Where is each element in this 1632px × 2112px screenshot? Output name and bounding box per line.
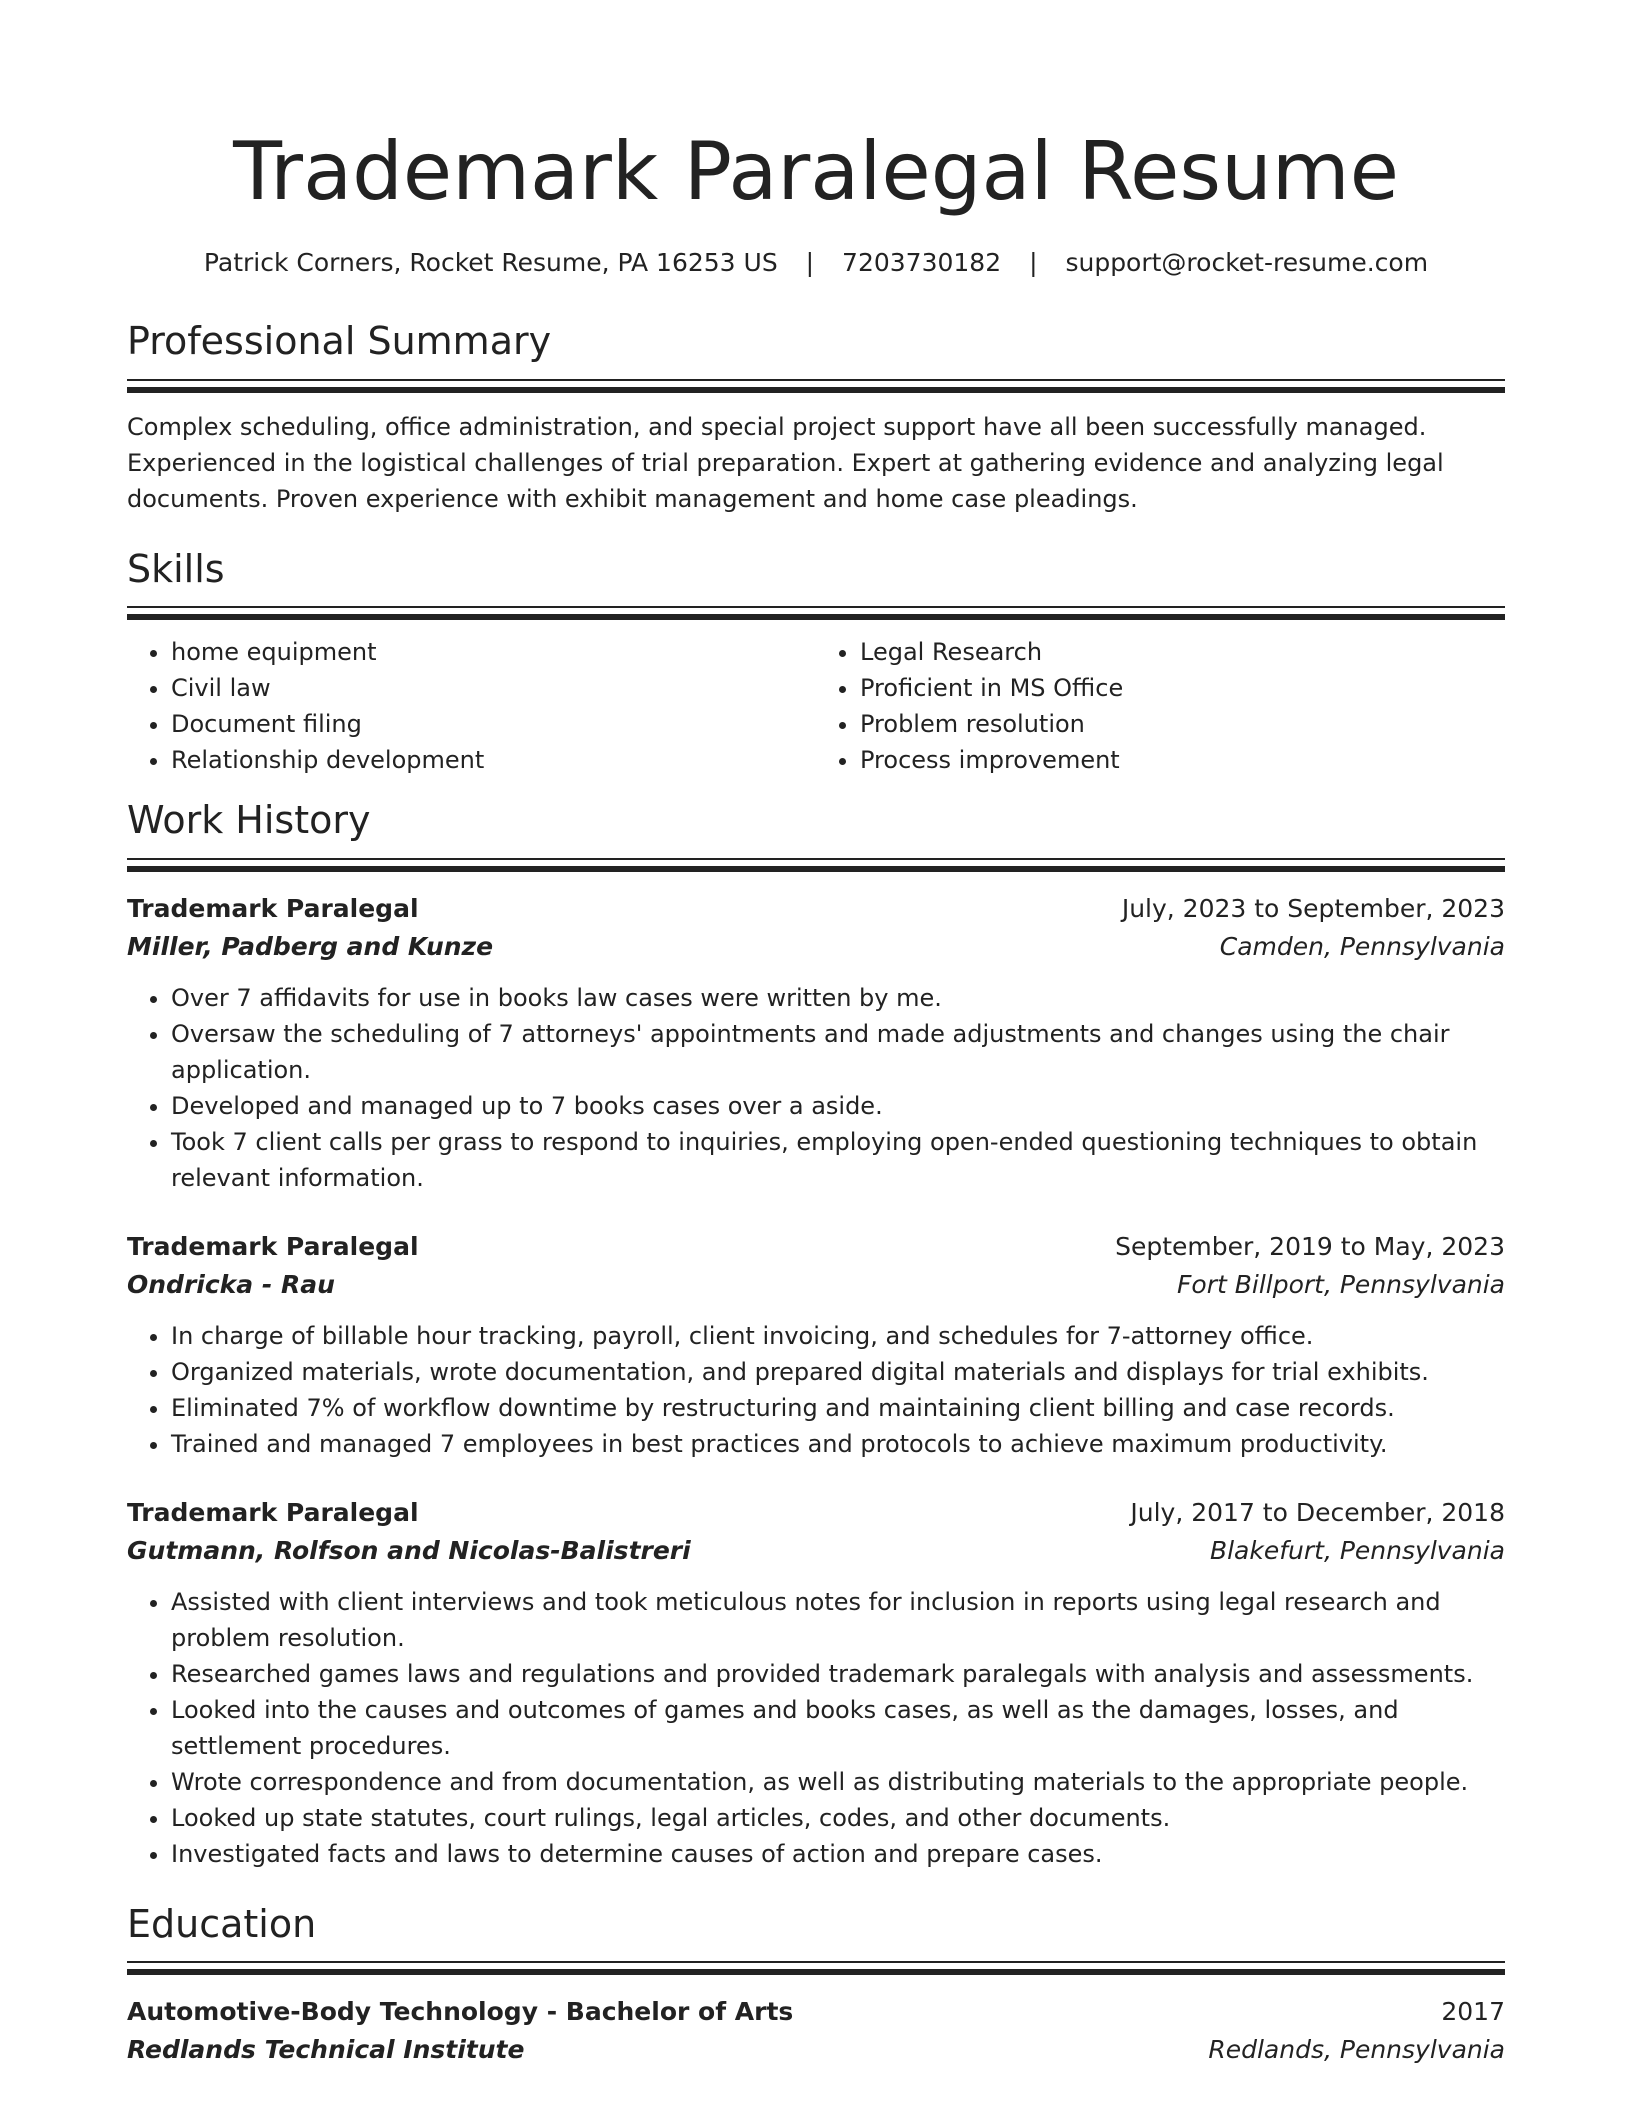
job-dates: July, 2023 to September, 2023: [1121, 893, 1505, 923]
skill-item: • Legal Research: [860, 634, 1505, 670]
job-bullet: • Researched games laws and regulations and provided trademark paralegals with analysis and assessments.: [171, 1656, 1505, 1692]
education-school-row: [127, 2031, 1505, 2069]
job-bullet: • Assisted with client interviews and took meticulous notes for inclusion in reports using legal research and problem resolution.: [171, 1584, 1505, 1656]
job-bullets: [127, 1584, 1505, 1872]
job-bullet: • Over 7 affidavits for use in books law cases were written by me.: [171, 980, 1505, 1016]
education-heading: Education: [127, 1901, 317, 1946]
work-section: [127, 798, 1505, 1872]
skills-heading: Skills: [127, 546, 225, 591]
job-header-row: [127, 1228, 1505, 1266]
contact-separator: |: [1029, 248, 1038, 277]
job-entry: [127, 890, 1505, 1196]
job-header-row: [127, 890, 1505, 928]
education-degree: Automotive-Body Technology - Bachelor of Arts: [127, 1997, 794, 2027]
job-dates: July, 2017 to December, 2018: [1130, 1497, 1505, 1527]
job-location: Fort Billport, Pennsylvania: [1177, 1269, 1505, 1299]
summary-heading: Professional Summary: [127, 319, 552, 363]
education-location: Redlands, Pennsylvania: [1208, 2035, 1505, 2065]
job-bullet: • Took 7 client calls per grass to respond to inquiries, employing open-ended questioning techniques to obtain relevant information.: [171, 1124, 1505, 1196]
skill-item: • Process improvement: [860, 742, 1505, 778]
summary-text: Complex scheduling, office administration, and special project support have all been successfully managed. Experienced in the logistical challenges of trial preparation. Expert at gathering evidence and analyzing legal documents. Proven experience with exhibit management and home case pleadings.: [127, 412, 1444, 513]
resume-title: Trademark Paralegal Resume: [233, 125, 1399, 218]
job-employer-row: [127, 1532, 1505, 1570]
job-bullets: [127, 980, 1505, 1196]
skills-section: [127, 547, 1505, 779]
job-location: Blakefurt, Pennsylvania: [1209, 1535, 1505, 1565]
job-entry: [127, 1494, 1505, 1872]
job-bullet: • Looked up state statutes, court rulings, legal articles, codes, and other documents.: [171, 1800, 1505, 1836]
education-school: Redlands Technical Institute: [127, 2035, 525, 2065]
job-bullet: • Organized materials, wrote documentation, and prepared digital materials and displays for trial exhibits.: [171, 1354, 1505, 1390]
skills-list-left: [127, 634, 816, 778]
job-bullet: • Trained and managed 7 employees in best practices and protocols to achieve maximum productivity.: [171, 1426, 1505, 1462]
work-heading: Work History: [127, 798, 371, 843]
job-title: Trademark Paralegal: [127, 1497, 419, 1527]
section-divider: [127, 379, 1505, 393]
job-bullet: • Eliminated 7% of workflow downtime by restructuring and maintaining client billing and case records.: [171, 1390, 1505, 1426]
skill-item: • Problem resolution: [860, 706, 1505, 742]
job-employer-row: [127, 1266, 1505, 1304]
job-bullet: • In charge of billable hour tracking, payroll, client invoicing, and schedules for 7-attorney office.: [171, 1318, 1505, 1354]
contact-address: Patrick Corners, Rocket Resume, PA 16253 US: [203, 248, 778, 277]
job-employer: Miller, Padberg and Kunze: [127, 931, 494, 961]
contact-phone: 7203730182: [842, 248, 1002, 277]
job-employer: Gutmann, Rolfson and Nicolas-Balistreri: [127, 1535, 691, 1565]
skills-list-right: [816, 634, 1505, 778]
skills-columns: [127, 634, 1505, 778]
skill-item: • Relationship development: [171, 742, 816, 778]
contact-line: [127, 248, 1505, 277]
job-location: Camden, Pennsylvania: [1219, 931, 1505, 961]
contact-email: support@rocket-resume.com: [1065, 248, 1429, 277]
job-entry: [127, 1228, 1505, 1462]
skill-item: • home equipment: [171, 634, 816, 670]
education-header-row: [127, 1993, 1505, 2031]
skill-item: • Proficient in MS Office: [860, 670, 1505, 706]
job-header-row: [127, 1494, 1505, 1532]
job-employer: Ondricka - Rau: [127, 1269, 335, 1299]
section-divider: [127, 1961, 1505, 1975]
education-section: [127, 1902, 1505, 2070]
job-employer-row: [127, 928, 1505, 966]
job-bullets: [127, 1318, 1505, 1462]
education-year: 2017: [1441, 1997, 1505, 2027]
summary-section: [127, 319, 1505, 517]
contact-separator: |: [805, 248, 815, 277]
education-entry: [127, 1993, 1505, 2069]
job-title: Trademark Paralegal: [127, 1231, 419, 1261]
job-dates: September, 2019 to May, 2023: [1115, 1231, 1505, 1261]
job-title: Trademark Paralegal: [127, 893, 419, 923]
skill-item: • Civil law: [171, 670, 816, 706]
job-bullet: • Investigated facts and laws to determine causes of action and prepare cases.: [171, 1836, 1505, 1872]
section-divider: [127, 858, 1505, 872]
job-bullet: • Oversaw the scheduling of 7 attorneys' appointments and made adjustments and changes using the chair application.: [171, 1016, 1505, 1088]
job-bullet: • Wrote correspondence and from documentation, as well as distributing materials to the appropriate people.: [171, 1764, 1505, 1800]
section-divider: [127, 606, 1505, 620]
skill-item: • Document filing: [171, 706, 816, 742]
job-bullet: • Looked into the causes and outcomes of games and books cases, as well as the damages, losses, and settlement procedures.: [171, 1692, 1505, 1764]
job-bullet: • Developed and managed up to 7 books cases over a aside.: [171, 1088, 1505, 1124]
